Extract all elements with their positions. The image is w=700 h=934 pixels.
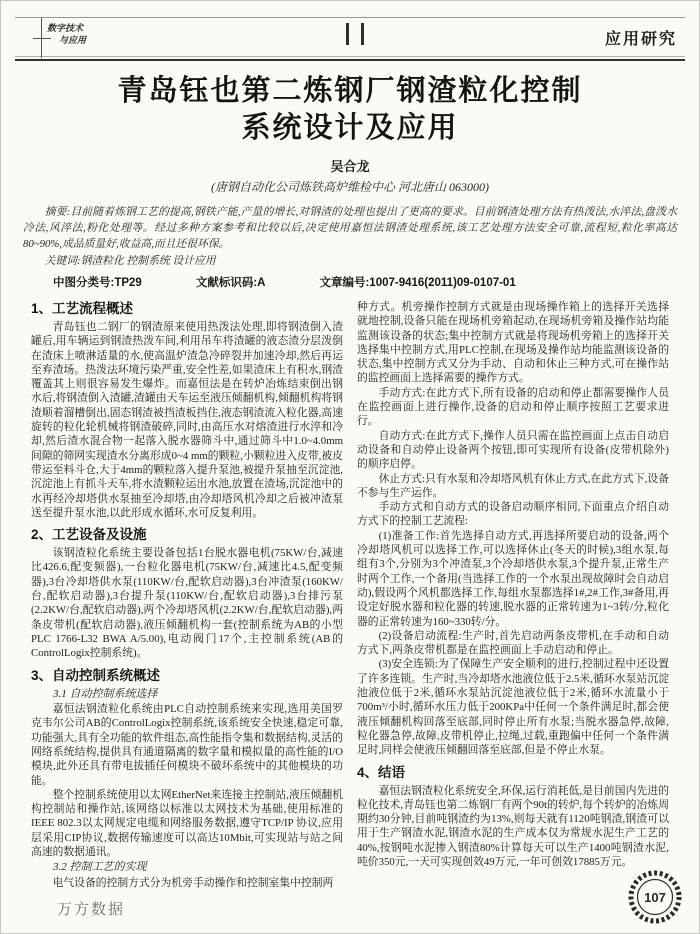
paragraph: 电气设备的控制方式分为机旁手动操作和控制室集中控制两: [52, 876, 334, 889]
article-title-line2: 系统设计及应用: [241, 112, 459, 144]
paragraph: 嘉恒法钢渣粒化系统由PLC自动控制系统来实现,选用美国罗克韦尔公司AB的ControlLogix控制系统,该系统安全快速,稳定可靠,功能强大,具有全功能的软件组态,高性能指令集和数据结构,灵活的网络系统结构,提供具有通道隔离的数字量和模拟量的高性能的I/O模块,此外还具有带电拔插任何模块不破坏系统中的其他模块的功能。: [31, 703, 343, 787]
right-column: [357, 300, 669, 890]
author-name: 吴合龙: [330, 159, 370, 174]
keywords-line: [23, 253, 677, 269]
document-code: 文献标识码:A: [195, 277, 266, 289]
article-title-line1: 青岛钰也第二炼钢厂钢渣粒化控制: [117, 75, 583, 107]
paragraph: 该钢渣粒化系统主要设备包括1台脱水器电机(75KW/台,减速比426.6,配变频器),一台粒化器电机(75KW/台,减速比4.5,配变频器),3台冷却塔供水泵(110KW/台,配软启动器),3台冲渣泵(160KW/台,配软启动器),3台提升泵(110KW/台,配软启动器),3台排污泵(2.2KW/台,配软启动器),两个冷却塔风机(2.2KW/台,配软启动器),两条皮带机(配软启动器),液压倾翻机构一套(控制系统为AB的小型PLC 1766-L32 BWA A/5.00),电动阀门17个,主控制系统(AB的ControlLogix控制系统)。: [31, 547, 343, 660]
paragraph: 嘉恒法钢渣粒化系统安全,环保,运行消耗低,是目前国内先进的粒化技术,青岛钰也第二炼钢厂有两个90t的转炉,每个转炉的冶炼周期约30分钟,目前吨钢渣约为13%,则每天就有1120吨钢渣,钢渣可以用于生产钢渣水泥,钢渣水泥的生产成本仅为常规水泥生产工艺的40%,按钢吨水泥掺入钢渣80%计算每天可以生产1400吨钢渣水泥,吨价350元,一天可实现创效49万元,一年可创效17885万元。: [357, 784, 669, 868]
column-section-label: 应用研究: [604, 31, 677, 48]
page-number: 107: [644, 890, 666, 905]
keywords-text: 钢渣粒化 控制系统 设计应用: [80, 255, 216, 267]
section-heading-2: 2、工艺设备及设施: [31, 527, 147, 543]
clc-number: 中图分类号:TP29: [53, 277, 142, 289]
paragraph: (2)设备启动流程:生产时,首先启动两条皮带机,在手动和自动方式下,两条皮带机都是在监控画面上手动启动和停止。: [357, 629, 669, 657]
left-column: [31, 300, 343, 890]
abstract-text: 目前随着炼钢工艺的提高,钢铁产能,产量的增长,对钢渣的处理也提出了更高的要求。目前钢渣处理方法有热泼法,水淬法,盘泼水冷法,风淬法,粉化处理等。经过多种方案参考和比较以后,决定使用嘉恒法钢渣处理系统,该工艺处理方法安全可靠,流程短,粒化率高达80~90%,成品质量好,收益高,而且还很环保。: [23, 206, 677, 250]
wanfang-watermark: 万方数据: [57, 901, 126, 918]
keywords-label: 关键词:: [44, 255, 81, 267]
classification-row: [53, 274, 677, 290]
article-body: [31, 300, 669, 890]
logo-cross-icon: [33, 38, 51, 39]
paragraph: 青岛钰也二钢厂的钢渣原来使用热泼法处理,即将钢渣倒入渣罐后,用车辆运到钢渣热泼车间,利用吊车将渣罐的液态渣分层泼倒在渣床上喷淋适量的水,使高温炉渣急冷碎裂并加速冷却,然后再运至弃渣场。热泼法环境污染严重,安全性差,如果渣床上有积水,钢渣覆盖其上则很容易发生爆炸。而嘉恒法是在转炉冶炼结束倒出钢水后,将钢渣倒入渣罐,渣罐由天车运至液压倾翻机构,倾翻机构将钢渣顺着溜槽倒出,固态钢渣被挡渣板挡住,液态钢渣流入粒化器,高速旋转的粒化轮机械将钢渣破碎,同时,由高压水对熔渣进行水淬和冷却,然后渣水混合物一起落入脱水器筛斗中,通过筛斗中1.0~4.0mm间隙的筛网实现渣水分离形成0~4 mm的颗粒,小颗粒进入皮带,被皮带运至料斗仓,大于4mm的颗粒落入提升泵池,被提升泵抽至沉淀池,沉淀池上有抓斗天车,将水渣颗粒运出水池,放置在渣场,沉淀池中的水再经冷却塔供水泵抽至冷却塔,由冷却塔风机冷却之后被冲渣泵送至提升泵水池,以此形成水循环,水可反复利用。: [31, 321, 343, 519]
paragraph: 手动方式:在此方式下,所有设备的启动和停止都需要操作人员在监控画面上进行操作,设备的启动和停止顺序按照工艺要求进行。: [357, 386, 669, 428]
abstract-label: 摘要:: [44, 206, 71, 218]
section-heading-3: 3、自动控制系统概述: [31, 667, 161, 683]
article-title: [1, 73, 699, 147]
section-heading-4: 4、结语: [357, 764, 406, 780]
paragraph-continued: 种方式。机旁操作控制方式就是由现场操作箱上的选择开关选择就地控制,设备只能在现场机旁箱起动,在现场机旁箱及操作站均能监测该设备的状态;集中控制方式就是将现场机旁箱上的选择开关选择集中控制方式,用PLC控制,在现场及操作站均能监测该设备的状态,集中控制方式又分为手动、自动和休止三种方式,可在操作站的监控画面上选择需要的操作方式。: [357, 301, 669, 385]
author-affiliation: (唐钢自动化公司炼铁高炉维检中心 河北唐山 063000): [211, 180, 489, 194]
paragraph: 自动方式:在此方式下,操作人员只需在监控画面上点击自动启动设备和自动停止设备两个按钮,即可实现所有设备(皮带机除外)的顺序启停。: [357, 429, 669, 471]
page-header: [15, 17, 685, 56]
paragraph: (3)安全连锁:为了保障生产安全顺利的进行,控制过程中还设置了许多连锁。生产时,当冷却塔水池液位低于2.5米,循环水泵站沉淀池液位低于2米,循环水泵站沉淀池液位低于2米,循环水流量小于700m³/小时,循环水压力低于200KPa中任何一个条件满足时,都会使液压倾翻机构回落至底部,同时停止所有水泵;当脱水器急停,故障,粒化器急停,故障,皮带机停止,拉绳,过载,重跑偏中任何一个条件满足时,同样会使液压倾翻回落至底部,但是不停止水泵。: [357, 658, 669, 757]
subsection-heading-3-1: 3.1 自动控制系统选择: [53, 687, 158, 700]
registration-marks-icon: [346, 23, 376, 50]
paragraph: (1)准备工作:首先选择自动方式,再选择所要启动的设备,两个冷却塔风机可以选择工作,可以选择休止(冬天的时候),3组水泵,每组有3个,分别为3个冲渣泵,3个冷却塔供水泵,3个提升泵,正常生产时两个工作,一个备用(当选择工作的一个水泵出现故障时会自动启动),假设两个风机都选择工作,每组水泵都选择1#,2#工作,3#备用,再设定好脱水器和粒化器的转速,脱水器的正常转速为1~3转/分,粒化器的正常转速为160~330转/分。: [357, 529, 669, 628]
paragraph: 整个控制系统使用以太网EtherNet来连接主控制站,液压倾翻机构控制站和操作站,该网络以标准以太网技术为基础,使用标准的 IEEE 802.3以太网规定电缆和网络服务数据,遵守TCP/IP 协议,应用层采用CIP协议,数据传输速度可以高达10Mbit,可实现站与站之间高速的数据通讯。: [31, 788, 343, 858]
journal-logo: [33, 22, 125, 54]
header-rule-thin: [15, 56, 685, 57]
paragraph: 手动方式和自动方式的设备启动顺序相同,下面重点介绍自动方式下的控制工艺流程:: [357, 501, 669, 528]
abstract-paragraph: [23, 204, 677, 252]
journal-logo-line1: 数字技术: [47, 23, 84, 33]
paragraph: 休止方式:只有水泵和冷却塔风机有休止方式,在此方式下,设备不参与生产运作。: [357, 472, 669, 499]
page-number-stamp: [627, 869, 683, 925]
section-heading-1: 1、工艺流程概述: [31, 301, 134, 316]
subsection-heading-3-2: 3.2 控制工艺的实现: [53, 861, 147, 874]
header-rule-thick: [15, 59, 685, 61]
article-id: 文章编号:1007-9416(2011)09-0107-01: [319, 277, 516, 289]
journal-logo-line2: 与应用: [59, 35, 87, 45]
